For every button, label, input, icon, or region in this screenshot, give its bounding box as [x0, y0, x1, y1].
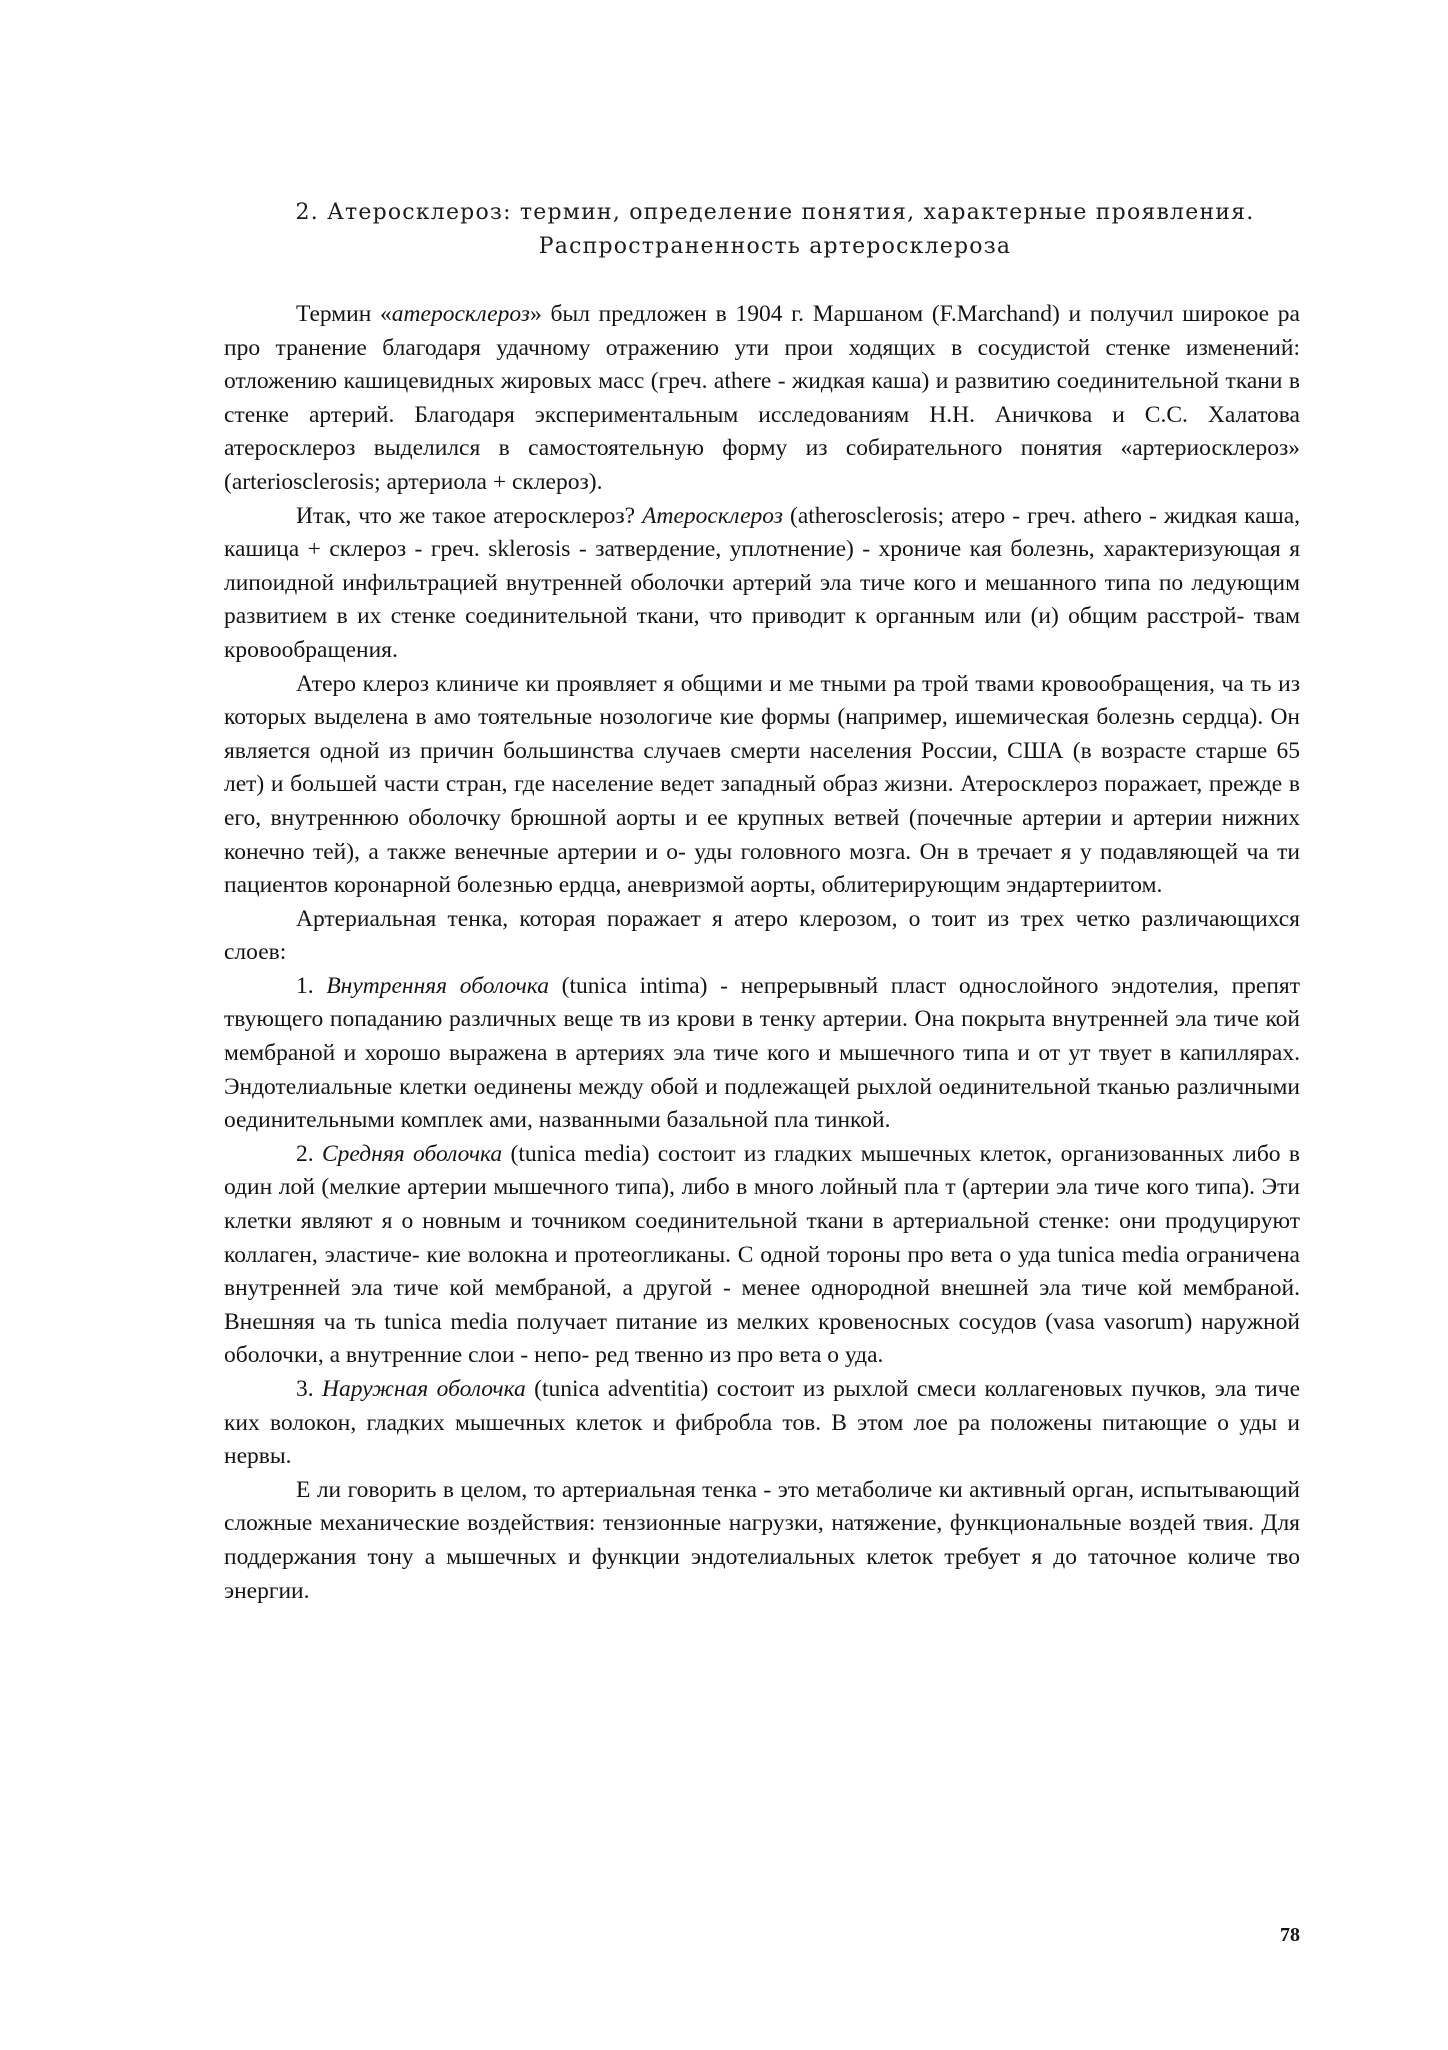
paragraph-text: Е ли говорить в целом, то артериальная тенка - это метаболиче ки активный орган, испытывающий сложные механические воздействия: тензионные нагрузки, натяжение, функциональные воздей твия. Для поддержания тону а мышечных и функции эндотелиальных клеток требует я до таточное количе тво энергии.: [224, 1476, 1300, 1604]
paragraph-text: Артериальная тенка, которая поражает я атеро клерозом, о тоит из трех четко различающихся слоев:: [224, 905, 1300, 966]
paragraph-text: Итак, что же такое атеросклероз?: [296, 502, 643, 529]
paragraph-text: (tunica media) состоит из гладких мышечных клеток, организованных либо в один лой (мелкие артерии мышечного типа), либо в много лойный пла т (артерии эла тиче кого типа). Эти клетки являют я о новным и точником соединительной ткани в артериальной стенке: они продуцируют коллаген, эластиче- кие волокна и протеогликаны. С одной тороны про вета о уда tunica media ограничена внутренней эла тиче кой мембраной, а другой - менее однородной внешней эла тиче кой мембраной. Внешняя ча ть tunica media получает питание из мелких кровеносных сосудов (vasa vasorum) наружной оболочки, а внутренние слои - непо- ред твенно из про вета о уда.: [224, 1140, 1300, 1369]
italic-term: Внутренняя оболочка: [326, 972, 549, 999]
paragraph-text: (tunica intima) - непрерывный пласт однослойного эндотелия, препят твующего попаданию различных веще тв из крови в тенку артерии. Она покрыта внутренней эла тиче кой мембраной и хорошо выражена в артериях эла тиче кого и мышечного типа и от ут твует в капиллярах. Эндотелиальные клетки оединены между обой и подлежащей рыхлой оединительной тканью различными оединительными комплек ами, названными базальной пла тинкой.: [224, 972, 1300, 1134]
paragraph-tunica-adventitia: [224, 1373, 1300, 1474]
paragraph-clinical-manifestations: [224, 668, 1300, 903]
heading-line-1: 2. Атеросклероз: термин, определение понятия, характерные проявления.: [295, 200, 1255, 225]
paragraph-arterial-wall-layers: [224, 903, 1300, 970]
paragraph-text: Атеро клероз клиниче ки проявляет я общими и ме тными ра трой твами кровообращения, ча ть из которых выделена в амо тоятельные нозологиче кие формы (например, ишемическая болезнь сердца). Он является одной из причин большинства случаев смерти населения России, США (в возрасте старше 65 лет) и большей части стран, где население ведет западный образ жизни. Атеросклероз поражает, прежде в его, внутреннюю оболочку брюшной аорты и ее крупных ветвей (почечные артерии и артерии нижних конечно тей), а также венечные артерии и о- уды головного мозга. Он в тречает я у подавляющей ча ти пациентов коронарной болезнью ердца, аневризмой аорты, облитерирующим эндартериитом.: [224, 670, 1300, 899]
paragraph-text: 2.: [296, 1140, 322, 1167]
page-number: 78: [1280, 1924, 1300, 1946]
paragraph-text: 3.: [296, 1376, 323, 1402]
paragraph-text: » был предложен в 1904 г. Маршаном (F.Marchand) и получил широкое ра про транение благодаря удачному отражению ути прои ходящих в сосудистой стенке изменений: отложению кашицевидных жировых масс (греч. athere - жидкая каша) и развитию соединительной ткани в стенке артерий. Благодаря экспериментальным исследованиям Н.Н. Аничкова и С.С. Халатова атеросклероз выделился в самостоятельную форму из собирательного понятия «артериосклероз» (arteriosclerosis; артериола + склероз).: [224, 301, 1300, 495]
italic-term: Наружная оболочка: [322, 1376, 526, 1402]
italic-term: Средняя оболочка: [322, 1140, 503, 1167]
paragraph-text: 1.: [296, 972, 327, 999]
italic-term: атеросклероз: [391, 301, 530, 327]
heading-line-2: Распространенность артеросклероза: [538, 234, 1012, 259]
paragraph-metabolic-organ: [224, 1474, 1300, 1608]
paragraph-text: Термин «: [296, 301, 392, 327]
body-text: [224, 298, 1300, 1608]
paragraph-text: (atherosclerosis; атеро - греч. athero - жидкая каша, кашица + склероз - греч. sklerosis - затвердение, уплотнение) - хрониче кая болезнь, характеризующая я липоидной инфильтрацией внутренней оболочки артерий эла тиче кого и мешанного типа по ледующим развитием в их стенке соединительной ткани, что приводит к органным или (и) общим расстрой- твам кровообращения.: [224, 502, 1301, 663]
paragraph-tunica-intima: [224, 970, 1300, 1138]
paragraph-text: (tunica adventitia) состоит из рыхлой смеси коллагеновых пучков, эла тиче ких волокон, гладких мышечных клеток и фибробла тов. В этом лое ра положены питающие о уды и нервы.: [224, 1376, 1301, 1470]
italic-term: Атеросклероз: [642, 502, 783, 529]
paragraph-what-is-atherosclerosis: [224, 500, 1300, 668]
paragraph-tunica-media: [224, 1138, 1300, 1373]
section-heading: [225, 196, 1325, 264]
paragraph-term-definition: [224, 298, 1300, 500]
